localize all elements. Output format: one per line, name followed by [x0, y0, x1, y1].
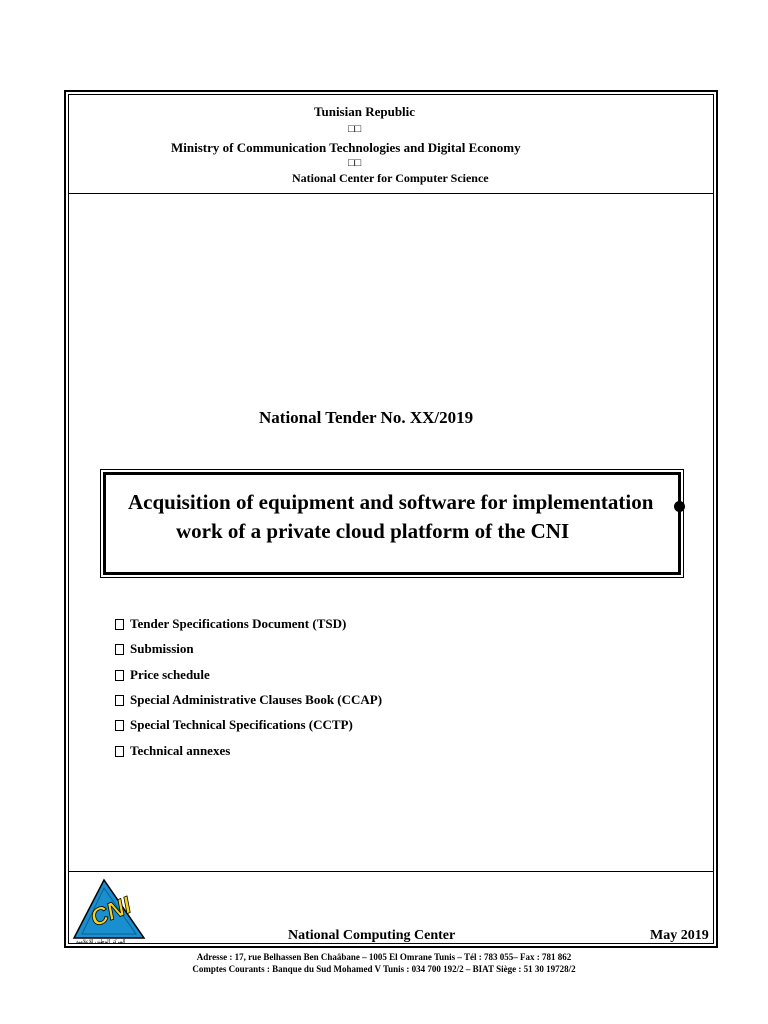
checklist-item [115, 743, 230, 759]
checkbox-icon [115, 670, 124, 681]
checklist-item [115, 717, 353, 733]
checklist-item-label: Tender Specifications Document (TSD) [130, 616, 347, 631]
footer-divider [68, 871, 714, 872]
title-line-2: work of a private cloud platform of the CNI [176, 519, 570, 543]
checklist-item-label: Special Administrative Clauses Book (CCAP) [130, 692, 383, 707]
checklist-item-label: Submission [130, 641, 194, 656]
checkbox-icon [115, 644, 124, 655]
checkbox-icon [115, 619, 124, 630]
checklist-item-label: Price schedule [130, 667, 210, 682]
checklist-item-label: Technical annexes [130, 743, 231, 758]
checkbox-icon [115, 746, 124, 757]
footer-center-name: National Computing Center [288, 928, 456, 943]
checkbox-icon [115, 695, 124, 706]
header-republic: Tunisian Republic [314, 104, 416, 119]
header-divider [68, 193, 714, 194]
footer-date: May 2019 [650, 928, 709, 943]
cni-logo [70, 876, 150, 944]
checklist-item [115, 692, 382, 708]
checklist-item [115, 667, 210, 683]
header-separator: □□ [348, 157, 362, 169]
footer-address: Adresse : 17, rue Belhassen Ben Chaâbane – 1005 El Omrane Tunis – Tél : 783 055– Fax : 781 862 [196, 952, 572, 962]
tender-number: National Tender No. XX/2019 [259, 408, 474, 427]
checklist-item-label: Special Technical Specifications (CCTP) [130, 717, 353, 732]
title-line-1: Acquisition of equipment and software for implementation [128, 490, 654, 514]
header-center: National Center for Computer Science [292, 171, 489, 185]
logo-arabic-text: المركز الوطني للإعلامية [76, 939, 126, 944]
checklist-item [115, 616, 346, 632]
bullet-dot-icon [674, 501, 685, 512]
header-separator: □□ [348, 123, 362, 135]
checklist-item [115, 641, 194, 657]
checkbox-icon [115, 720, 124, 731]
header-ministry: Ministry of Communication Technologies and Digital Economy [171, 140, 521, 155]
footer-accounts: Comptes Courants : Banque du Sud Mohamed V Tunis : 034 700 192/2 – BIAT Siège : 51 30 19728/2 [192, 964, 576, 974]
logo-text: CNI [86, 891, 136, 933]
